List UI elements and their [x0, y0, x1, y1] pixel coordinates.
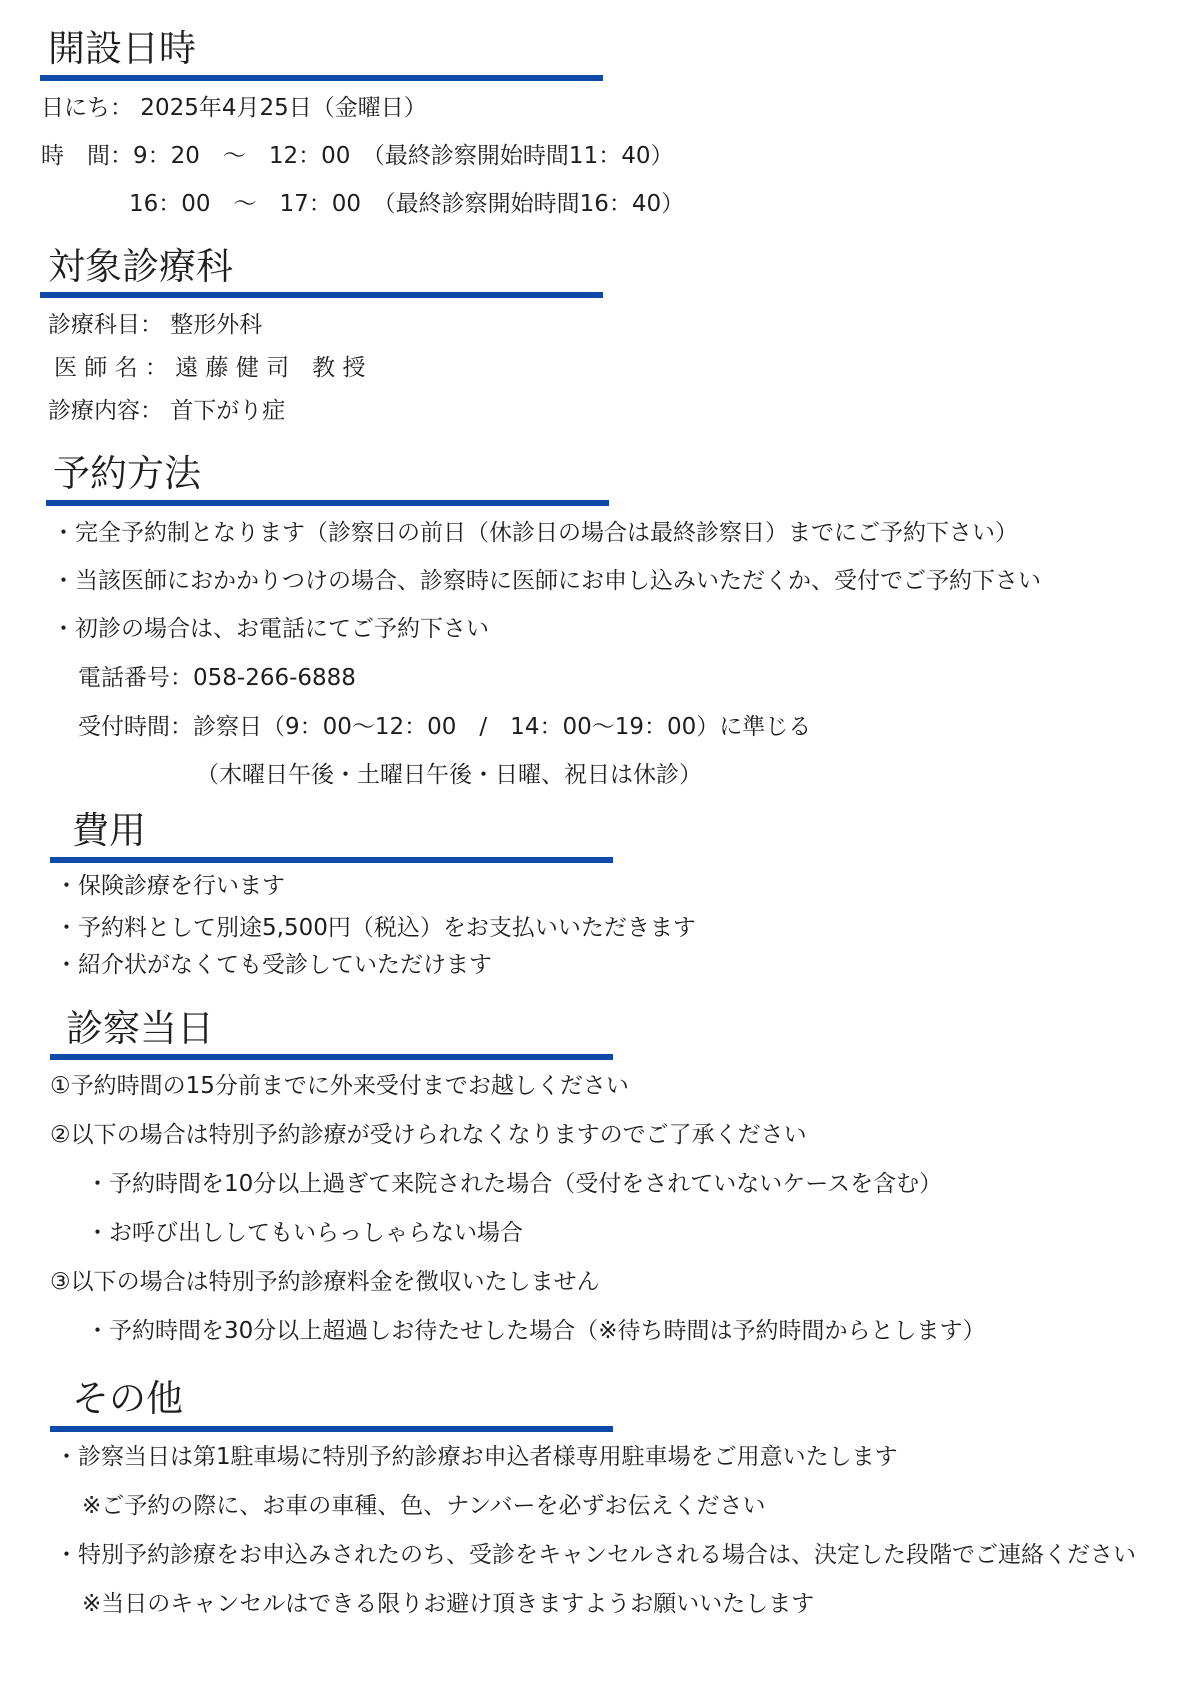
heading-underline — [46, 500, 609, 506]
schedule-date: 日にち： 2025年4月25日（金曜日） — [41, 95, 427, 121]
booking-item-first-visit: ・初診の場合は、お電話にてご予約下さい — [52, 616, 489, 642]
section-heading-fees: 費用 — [72, 809, 146, 852]
booking-item-advance: ・完全予約制となります（診察日の前日（休診日の場合は最終診察日）までにご予約下さい） — [52, 520, 1018, 546]
department-subject: 診療科目： 整形外科 — [48, 312, 263, 338]
visit-subitem-waiting: ・予約時間を30分以上超過しお待たせした場合（※待ち時間は予約時間からとします） — [86, 1318, 986, 1344]
schedule-time-afternoon: 16：00 ～ 17：00 （最終診察開始時間16：40） — [129, 191, 685, 217]
other-item-cancellation: ・特別予約診療をお申込みされたのち、受診をキャンセルされる場合は、決定した段階でご連絡ください — [55, 1542, 1136, 1568]
visit-subitem-late: ・予約時間を10分以上過ぎて来院された場合（受付をされていないケースを含む） — [86, 1171, 943, 1197]
booking-phone-number: 電話番号：058-266-6888 — [78, 665, 356, 691]
schedule-time-morning: 時 間：9：20 ～ 12：00 （最終診察開始時間11：40） — [41, 143, 674, 169]
other-note-car-details: ※ご予約の際に、お車の車種、色、ナンバーを必ずお伝えください — [82, 1493, 766, 1519]
section-heading-booking: 予約方法 — [53, 452, 201, 495]
visit-item-cancellation-cases: ②以下の場合は特別予約診療が受けられなくなりますのでご了承ください — [50, 1122, 807, 1148]
department-content: 診療内容： 首下がり症 — [48, 398, 286, 424]
section-heading-department: 対象診療科 — [48, 245, 233, 288]
heading-underline — [40, 292, 603, 298]
booking-closed-days: （木曜日午後・土曜日午後・日曜、祝日は休診） — [196, 762, 702, 788]
section-heading-visit-day: 診察当日 — [66, 1007, 214, 1050]
fees-item-reservation-fee: ・予約料として別途5,500円（税込）をお支払いいただきます — [55, 915, 696, 941]
heading-underline — [40, 75, 603, 81]
booking-reception-hours: 受付時間：診察日（9：00～12：00 / 14：00～19：00）に準じる — [78, 714, 812, 740]
visit-subitem-absent: ・お呼び出ししてもいらっしゃらない場合 — [86, 1220, 523, 1246]
section-heading-other: その他 — [72, 1377, 183, 1420]
heading-underline — [50, 1054, 613, 1060]
section-heading-schedule: 開設日時 — [48, 27, 196, 70]
department-doctor: 医 師 名 ： 遠 藤 健 司 教 授 — [54, 355, 366, 381]
visit-item-arrival: ①予約時間の15分前までに外来受付までお越しください — [50, 1073, 629, 1099]
heading-underline — [50, 1426, 613, 1432]
other-note-same-day: ※当日のキャンセルはできる限りお避け頂きますようお願いいたします — [82, 1591, 815, 1617]
fees-item-referral: ・紹介状がなくても受診していただけます — [55, 952, 492, 978]
heading-underline — [50, 857, 613, 863]
booking-item-regular-patient: ・当該医師におかかりつけの場合、診察時に医師にお申し込みいただくか、受付でご予約下さい — [52, 568, 1041, 594]
other-item-parking: ・診察当日は第1駐車場に特別予約診療お申込者様専用駐車場をご用意いたします — [55, 1444, 898, 1470]
visit-item-fee-waiver: ③以下の場合は特別予約診療料金を徴収いたしません — [50, 1269, 600, 1295]
fees-item-insurance: ・保険診療を行います — [55, 873, 285, 899]
